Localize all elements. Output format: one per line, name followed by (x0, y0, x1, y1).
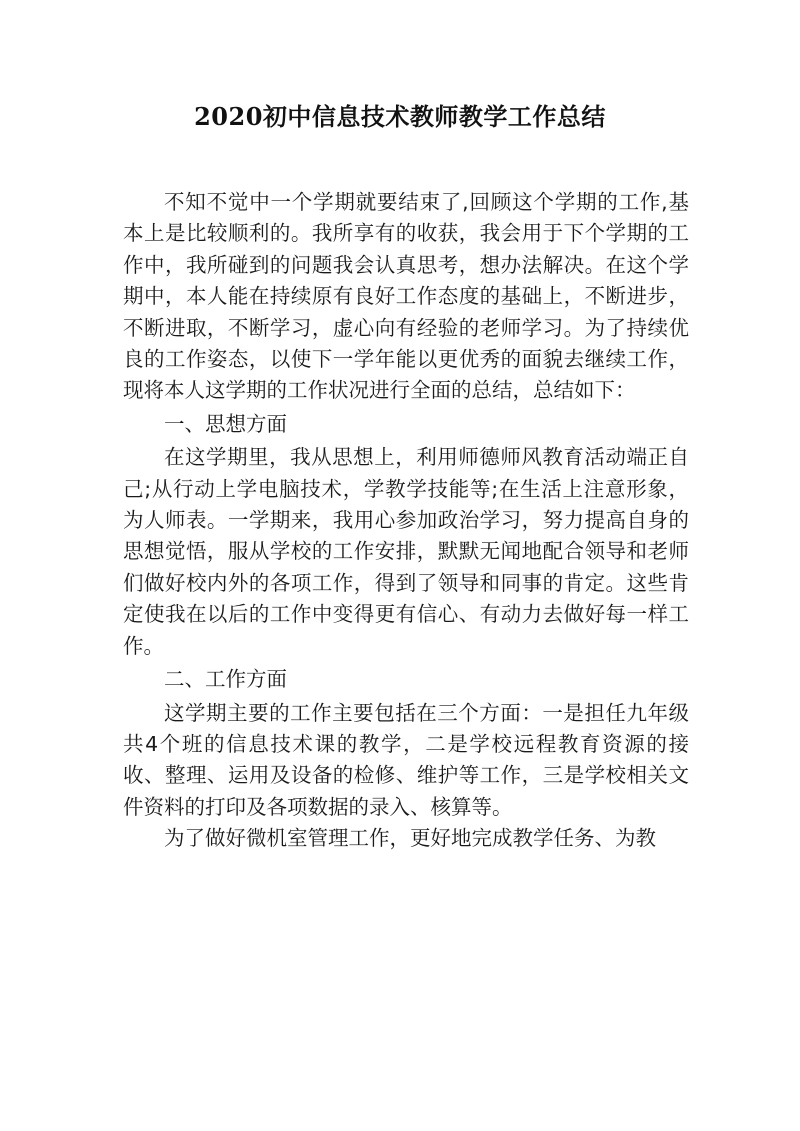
paragraph-intro: 不知不觉中一个学期就要结束了,回顾这个学期的工作,基本上是比较顺利的。我所享有的收获，我会用于下个学期的工作中，我所碰到的问题我会认真思考，想办法解决。在这个学期中，本人能在持续原有良好工作态度的基础上，不断进步，不断进取，不断学习，虚心向有经验的老师学习。为了持续优良的工作姿态，以使下一学年能以更优秀的面貌去继续工作，现将本人这学期的工作状况进行全面的总结，总结如下： (123, 190, 689, 403)
paragraph-lab-management: 为了做好微机室管理工作，更好地完成教学任务、为教 (164, 826, 656, 851)
paragraph-work: 这学期主要的工作主要包括在三个方面：一是担任九年级共4个班的信息技术课的教学，二是学校远程教育资源的接收、整理、运用及设备的检修、维护等工作，三是学校相关文件资料的打印及各项数据的录入、核算等。 (123, 700, 689, 819)
paragraph-thought: 在这学期里，我从思想上，利用师德师风教育活动端正自己;从行动上学电脑技术，学教学技能等;在生活上注意形象，为人师表。一学期来，我用心参加政治学习，努力提高自身的思想觉悟，服从学校的工作安排，默默无闻地配合领导和老师们做好校内外的各项工作，得到了领导和同事的肯定。这些肯定使我在以后的工作中变得更有信心、有动力去做好每一样工作。 (123, 445, 689, 658)
section-heading-thought: 一、思想方面 (164, 411, 287, 436)
document-body (123, 187, 689, 855)
section-heading-work: 二、工作方面 (164, 667, 287, 692)
document-title: 2020初中信息技术教师教学工作总结 (194, 102, 606, 131)
